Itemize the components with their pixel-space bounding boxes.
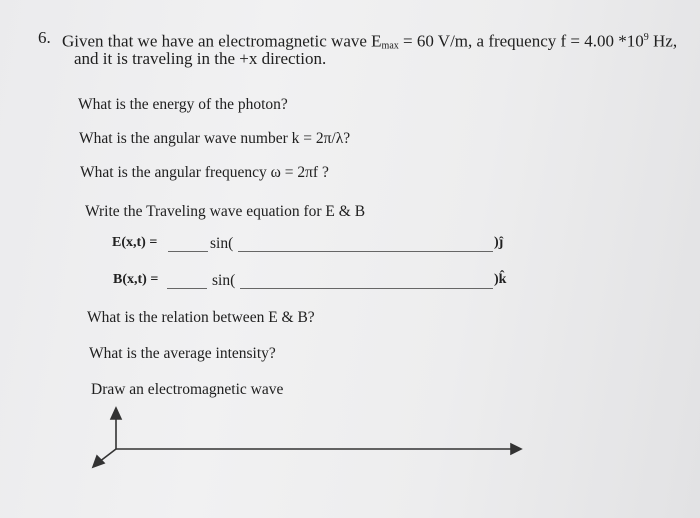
question-number: 6.: [38, 28, 51, 47]
b-sin-label: sin(: [212, 272, 236, 289]
emax-subscript: max: [381, 40, 399, 52]
e-sin-label: sin(: [210, 235, 234, 252]
x-axis-arrowhead: [511, 444, 521, 454]
e-field-label: E(x,t) =: [112, 235, 158, 250]
b-field-label: B(x,t) =: [113, 272, 159, 287]
angular-frequency-question: What is the angular frequency ω = 2πf ?: [80, 164, 329, 181]
energy-question: What is the energy of the photon?: [78, 96, 288, 113]
exponent: 9: [643, 32, 649, 43]
intensity-question: What is the average intensity?: [89, 345, 276, 362]
z-axis-arrowhead: [93, 456, 104, 467]
draw-wave-prompt: Draw an electromagnetic wave: [91, 381, 284, 398]
b-unit-vector: )k̂: [494, 272, 507, 287]
e-unit-vector: )ĵ: [494, 235, 504, 250]
question-text-part-b: = 60 V/m, a frequency f = 4.00 *10: [398, 31, 644, 51]
y-axis-arrowhead: [111, 408, 121, 419]
question-text-part-c: Hz,: [648, 31, 678, 51]
question-text-part-a: Given that we have an electromagnetic wave E: [62, 31, 382, 51]
traveling-wave-question: Write the Traveling wave equation for E & B: [85, 203, 366, 220]
relation-question: What is the relation between E & B?: [87, 309, 315, 326]
wave-number-question: What is the angular wave number k = 2π/λ?: [79, 130, 351, 147]
question-text-line2: and it is traveling in the +x direction.: [74, 49, 327, 68]
